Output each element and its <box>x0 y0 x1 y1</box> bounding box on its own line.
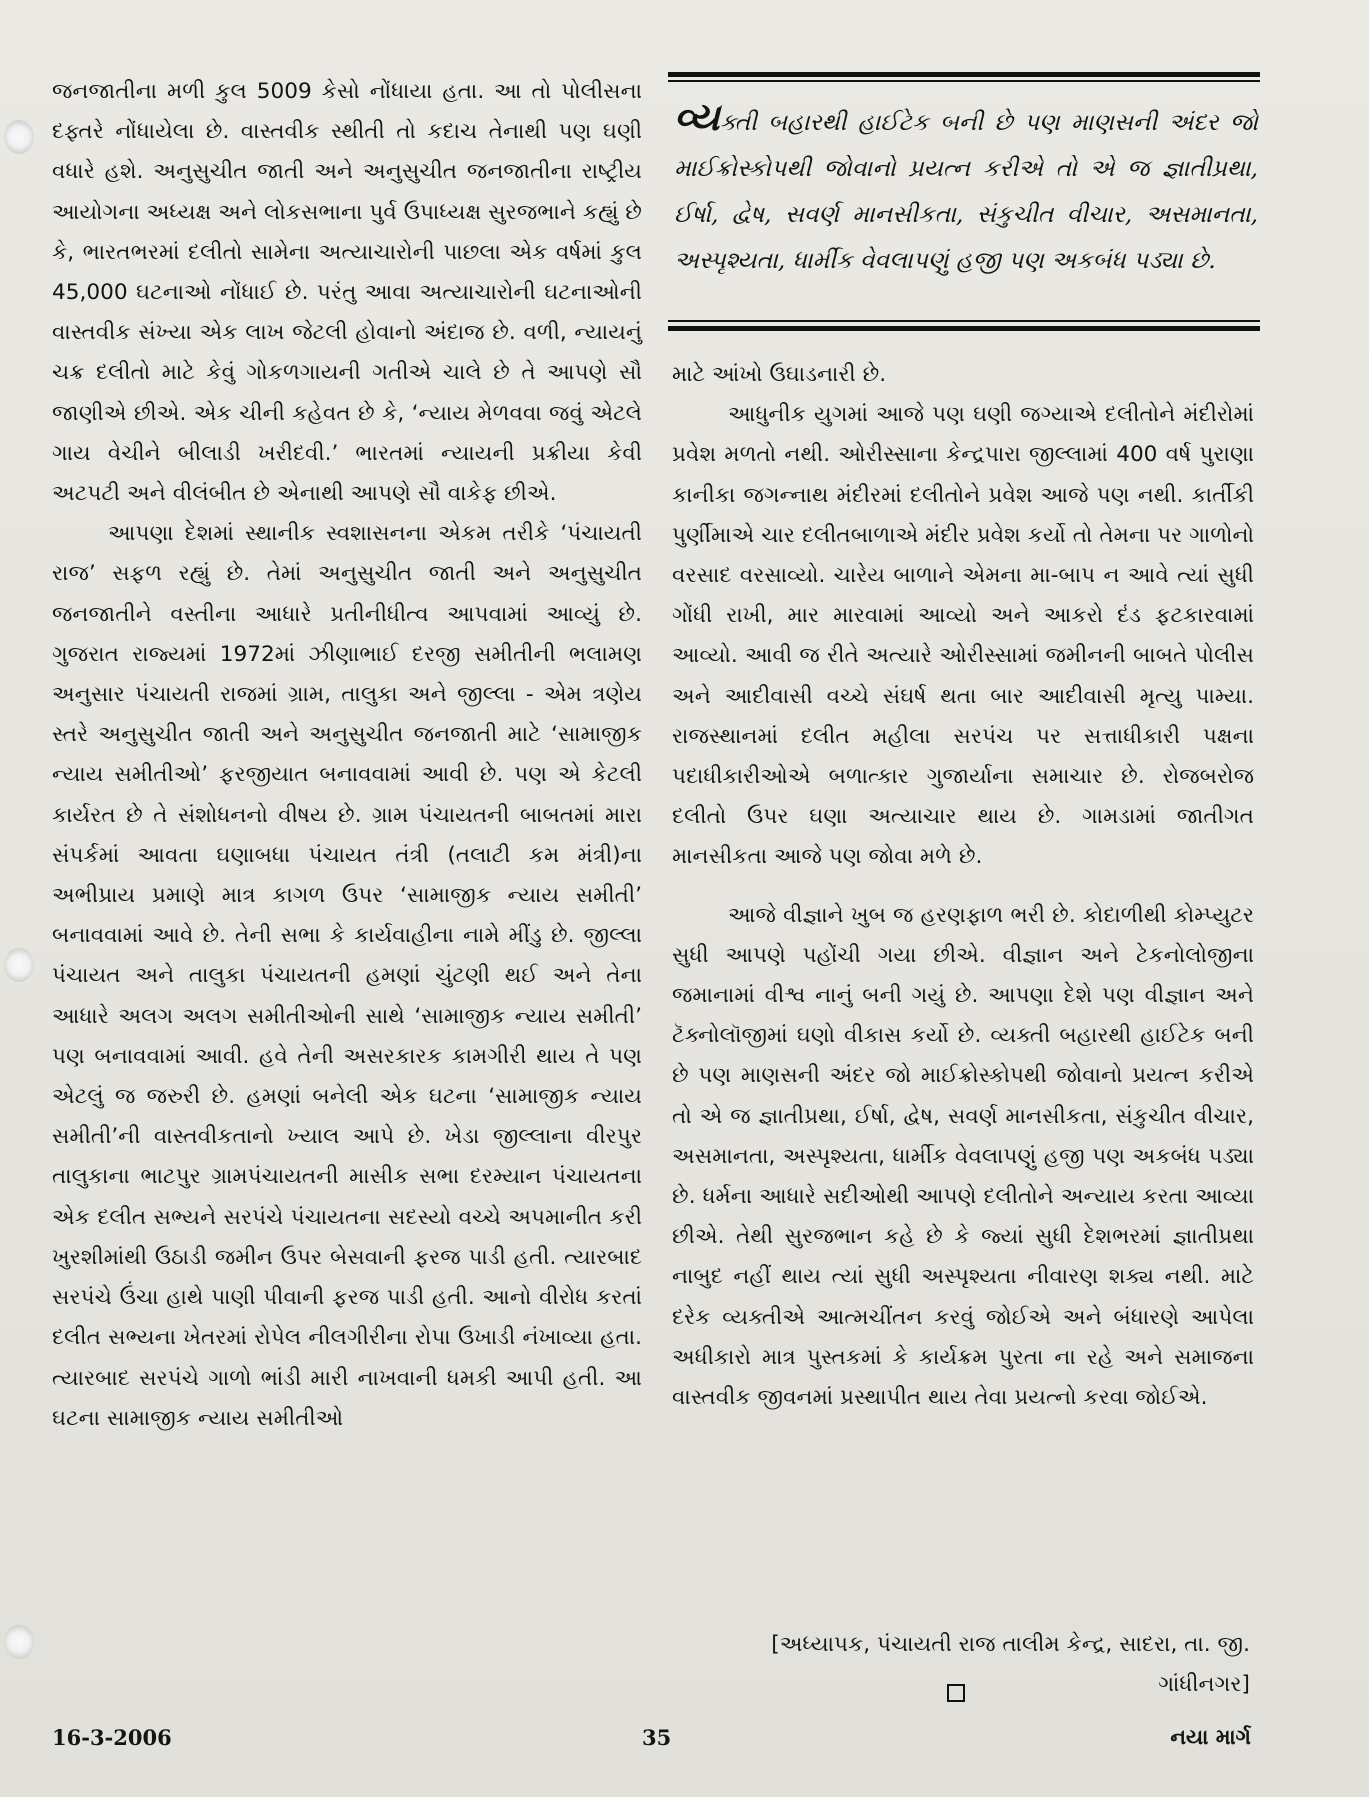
punch-hole <box>4 1625 34 1659</box>
paragraph: જનજાતીના મળી કુલ 5009 કેસો નોંધાયા હતા. આ તો પોલીસના દફ્તરે નોંધાયેલા છે. વાસ્તવીક સ્થીતી તો કદાચ તેનાથી પણ ઘણી વધારે હશે. અનુસુચીત જાતી અને અનુસુચીત જનજાતીના રાષ્ટ્રીય આયોગના અધ્યક્ષ અને લોકસભાના પુર્વ ઉપાધ્યક્ષ સુરજભાને કહ્યું છે કે, ભારતભરમાં દલીતો સામેના અત્યાચારોની પાછલા એક વર્ષમાં કુલ 45,000 ઘટનાઓ નોંધાઈ છે. પરંતુ આવા અત્યાચારોની ઘટનાઓની વાસ્તવીક સંખ્યા એક લાખ જેટલી હોવાનો અંદાજ છે. વળી, ન્યાયનું ચક્ર દલીતો માટે કેવું ગોકળગાયની ગતીએ ચાલે છે તે આપણે સૌ જાણીએ છીએ. એક ચીની કહેવત છે કે, ‘ન્યાય મેળવવા જવું એટલે ગાય વેચીને બીલાડી ખરીદવી.’ ભારતમાં ન્યાયની પ્રક્રીયા કેવી અટપટી અને વીલંબીત છે એનાથી આપણે સૌ વાકેફ છીએ. <box>52 79 642 507</box>
pull-quote-text <box>674 94 1258 283</box>
page-number: 35 <box>642 1725 672 1750</box>
punch-hole <box>4 120 34 154</box>
pull-quote-body: ક્તી બહારથી હાઈટેક બની છે પણ માણસની અંદર જો માઈક્રોસ્કોપથી જોવાનો પ્રયત્ન કરીએ તો એ જ જ્ઞાતીપ્રથા, ઈર્ષા, દ્વેષ, સવર્ણ માનસીકતા, સંકુચીત વીચાર, અસમાનતા, અસ્પૃશ્યતા, ધાર્મીક વેવલાપણું હજી પણ અકબંધ પડ્યા છે. <box>674 108 1258 274</box>
pull-quote <box>668 72 1260 334</box>
right-column <box>672 355 1254 1418</box>
signature-line: [અધ્યાપક, પંચાયતી રાજ તાલીમ કેન્દ્ર, સાદરા, તા. જી. <box>771 1632 1250 1657</box>
punch-hole <box>4 948 34 982</box>
paragraph: માટે આંખો ઉઘાડનારી છે. <box>672 362 887 387</box>
page-footer <box>0 1725 1369 1765</box>
signature-line: ગાંધીનગર] <box>1158 1672 1250 1697</box>
paragraph: આધુનીક યુગમાં આજે પણ ઘણી જગ્યાએ દલીતોને મંદીરોમાં પ્રવેશ મળતો નથી. ઓરીસ્સાના કેન્દ્રપારા જીલ્લામાં 400 વર્ષ પુરાણા કાનીકા જગન્નાથ મંદીરમાં દલીતોને પ્રવેશ આજે પણ નથી. કાર્તીકી પુર્ણીમાએ ચાર દલીતબાળાએ મંદીર પ્રવેશ કર્યો તો તેમના પર ગાળોનો વરસાદ વરસાવ્યો. ચારેય બાળાને એમના મા-બાપ ન આવે ત્યાં સુધી ગોંધી રાખી, માર મારવામાં આવ્યો અને આકરો દંડ ફટકારવામાં આવ્યો. આવી જ રીતે અત્યારે ઓરીસ્સામાં જમીનની બાબતે પોલીસ અને આદીવાસી વચ્ચે સંઘર્ષ થતા બાર આદીવાસી મૃત્યુ પામ્યા. રાજસ્થાનમાં દલીત મહીલા સરપંચ પર સત્તાધીકારી પક્ષના પદાધીકારીઓએ બળાત્કાર ગુજાર્યાના સમાચાર છે. રોજબરોજ દલીતો ઉપર ઘણા અત્યાચાર થાય છે. ગામડામાં જાતીગત માનસીકતા આજે પણ જોવા મળે છે. <box>672 402 1254 870</box>
top-rule <box>668 72 1260 77</box>
bottom-rule-thin <box>668 320 1260 322</box>
paragraph: આપણા દેશમાં સ્થાનીક સ્વશાસનના એકમ તરીકે ‘પંચાયતી રાજ’ સફળ રહ્યું છે. તેમાં અનુસુચીત જાતી અને અનુસુચીત જનજાતીને વસ્તીના આધારે પ્રતીનીધીત્વ આપવામાં આવ્યું છે. ગુજરાત રાજ્યમાં 1972માં ઝીણાભાઈ દરજી સમીતીની ભલામણ અનુસાર પંચાયતી રાજમાં ગ્રામ, તાલુકા અને જીલ્લા - એમ ત્રણેય સ્તરે અનુસુચીત જાતી અને અનુસુચીત જનજાતી માટે ‘સામાજીક ન્યાય સમીતીઓ’ ફરજીયાત બનાવવામાં આવી છે. પણ એ કેટલી કાર્યરત છે તે સંશોધનનો વીષય છે. ગ્રામ પંચાયતની બાબતમાં મારા સંપર્કમાં આવતા ઘણાબધા પંચાયત તંત્રી (તલાટી કમ મંત્રી)ના અભીપ્રાય પ્રમાણે માત્ર કાગળ ઉપર ‘સામાજીક ન્યાય સમીતી’ બનાવવામાં આવે છે. તેની સભા કે કાર્યવાહીના નામે મીંડુ છે. જીલ્લા પંચાયત અને તાલુકા પંચાયતની હમણાં ચુંટણી થઈ અને તેના આધારે અલગ અલગ સમીતીઓની સાથે ‘સામાજીક ન્યાય સમીતી’ પણ બનાવવામાં આવી. હવે તેની અસરકારક કામગીરી થાય તે પણ એટલું જ જરુરી છે. હમણાં બનેલી એક ઘટના ‘સામાજીક ન્યાય સમીતી’ની વાસ્તવીકતાનો ખ્યાલ આપે છે. ખેડા જીલ્લાના વીરપુર તાલુકાના ભાટપુર ગ્રામપંચાયતની માસીક સભા દરમ્યાન પંચાયતના એક દલીત સભ્યને સરપંચે પંચાયતના સદસ્યો વચ્ચે અપમાનીત કરી ખુરશીમાંથી ઉઠાડી જમીન ઉપર બેસવાની ફરજ પાડી હતી. ત્યારબાદ સરપંચે ઉંચા હાથે પાણી પીવાની ફરજ પાડી હતી. આનો વીરોધ કરતાં દલીત સભ્યના ખેતરમાં રોપેલ નીલગીરીના રોપા ઉખાડી નંખાવ્યા હતા. ત્યારબાદ સરપંચે ગાળો ભાંડી મારી નાખવાની ધમકી આપી હતી. આ ઘટના સામાજીક ન્યાય સમીતીઓ <box>52 521 642 1431</box>
left-column <box>52 72 642 1439</box>
author-signature <box>722 1625 1250 1705</box>
pull-quote-dropcap: વ્ય <box>674 94 720 139</box>
magazine-name: નયા માર્ગ <box>1170 1725 1251 1749</box>
top-rule-thin <box>668 80 1260 82</box>
issue-date: 16-3-2006 <box>52 1725 172 1750</box>
end-of-article-icon <box>947 1684 965 1702</box>
bottom-rule <box>668 326 1260 331</box>
paragraph: આજે વીજ્ઞાને ખુબ જ હરણફાળ ભરી છે. કોદાળીથી કોમ્પ્યુટર સુધી આપણે પહોંચી ગયા છીએ. વીજ્ઞાન અને ટેકનોલોજીના જમાનામાં વીશ્વ નાનું બની ગયું છે. આપણા દેશે પણ વીજ્ઞાન અને ટૅક્નોલૉજીમાં ઘણો વીકાસ કર્યો છે. વ્યક્તી બહારથી હાઈટેક બની છે પણ માણસની અંદર જો માઈક્રોસ્કોપથી જોવાનો પ્રયત્ન કરીએ તો એ જ જ્ઞાતીપ્રથા, ઈર્ષા, દ્વેષ, સવર્ણ માનસીકતા, સંકુચીત વીચાર, અસમાનતા, અસ્પૃશ્યતા, ધાર્મીક વેવલાપણું હજી પણ અકબંધ પડ્યા છે. ધર્મના આધારે સદીઓથી આપણે દલીતોને અન્યાય કરતા આવ્યા છીએ. તેથી સુરજભાન કહે છે કે જ્યાં સુધી દેશભરમાં જ્ઞાતીપ્રથા નાબુદ નહીં થાય ત્યાં સુધી અસ્પૃશ્યતા નીવારણ શક્ય નથી. માટે દરેક વ્યક્તીએ આત્મચીંતન કરવું જોઈએ અને બંધારણે આપેલા અધીકારો માત્ર પુસ્તકમાં કે કાર્યક્રમ પુરતા ના રહે અને સમાજના વાસ્તવીક જીવનમાં પ્રસ્થાપીત થાય તેવા પ્રયત્નો કરવા જોઈએ. <box>672 902 1254 1411</box>
